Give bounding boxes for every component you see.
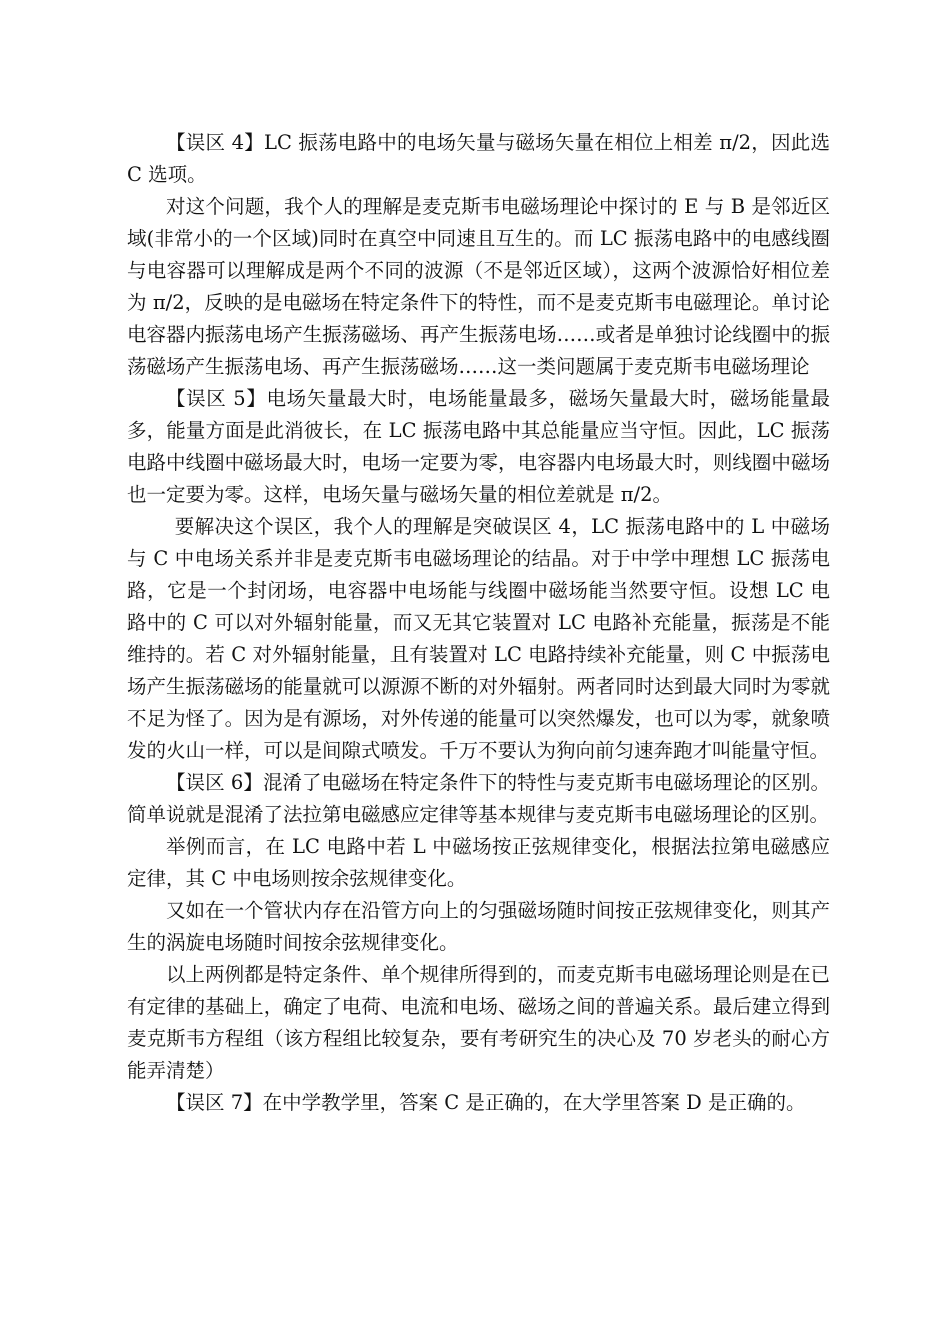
paragraph-misconception-6: 【误区 6】混淆了电磁场在特定条件下的特性与麦克斯韦电磁场理论的区别。简单说就是混淆了法拉第电磁感应定律等基本规律与麦克斯韦电磁场理论的区别。 <box>127 771 830 826</box>
paragraph-example-1: 举例而言，在 LC 电路中若 L 中磁场按正弦规律变化，根据法拉第电磁感应定律，其 C 中电场则按余弦规律变化。 <box>127 835 830 890</box>
paragraph-summary: 以上两例都是特定条件、单个规律所得到的，而麦克斯韦电磁场理论则是在已有定律的基础上，确定了电荷、电流和电场、磁场之间的普遍关系。最后建立得到麦克斯韦方程组（该方程组比较复杂，要有考研究生的决心及 70 岁老头的耐心方能弄清楚） <box>127 963 830 1082</box>
paragraph-misconception-7: 【误区 7】在中学教学里，答案 C 是正确的，在大学里答案 D 是正确的。 <box>166 1091 806 1114</box>
paragraph-explanation-5: 要解决这个误区，我个人的理解是突破误区 4，LC 振荡电路中的 L 中磁场与 C 中电场关系并非是麦克斯韦电磁场理论的结晶。对于中学中理想 LC 振荡电路，它是一个封闭场，电容器中电场能与线圈中磁场能当然要守恒。设想 LC 电路中的 C 可以对外辐射能量，而又无其它装置对 LC 电路补充能量，振荡是不能维持的。若 C 对外辐射能量，且有装置对 LC 电路持续补充能量，则 C 中振荡电场产生振荡磁场的能量就可以源源不断的对外辐射。两者同时达到最大同时为零就不足为怪了。因为是有源场，对外传递的能量可以突然爆发，也可以为零，就象喷发的火山一样，可以是间隙式喷发。千万不要认为狗向前匀速奔跑才叫能量守恒。 <box>127 515 830 762</box>
paragraph-misconception-4: 【误区 4】LC 振荡电路中的电场矢量与磁场矢量在相位上相差 π/2，因此选 C 选项。 <box>127 131 830 186</box>
paragraph-explanation-4: 对这个问题，我个人的理解是麦克斯韦电磁场理论中探讨的 E 与 B 是邻近区域(非常小的一个区域)同时在真空中同速且互生的。而 LC 振荡电路中的电感线圈与电容器可以理解成是两个不同的波源（不是邻近区域），这两个波源恰好相位差为 π/2，反映的是电磁场在特定条件下的特性，而不是麦克斯韦电磁理论。单讨论电容器内振荡电场产生振荡磁场、再产生振荡电场……或者是单独讨论线圈中的振荡磁场产生振荡电场、再产生振荡磁场……这一类问题属于麦克斯韦电磁场理论 <box>127 195 830 378</box>
paragraph-misconception-5: 【误区 5】电场矢量最大时，电场能量最多，磁场矢量最大时，磁场能量最多，能量方面是此消彼长，在 LC 振荡电路中其总能量应当守恒。因此，LC 振荡电路中线圈中磁场最大时，电场一定要为零，电容器内电场最大时，则线圈中磁场也一定要为零。这样，电场矢量与磁场矢量的相位差就是 π/2。 <box>127 387 830 506</box>
document-body <box>127 127 830 1119</box>
paragraph-example-2: 又如在一个管状内存在沿管方向上的匀强磁场随时间按正弦规律变化，则其产生的涡旋电场随时间按余弦规律变化。 <box>127 899 830 954</box>
